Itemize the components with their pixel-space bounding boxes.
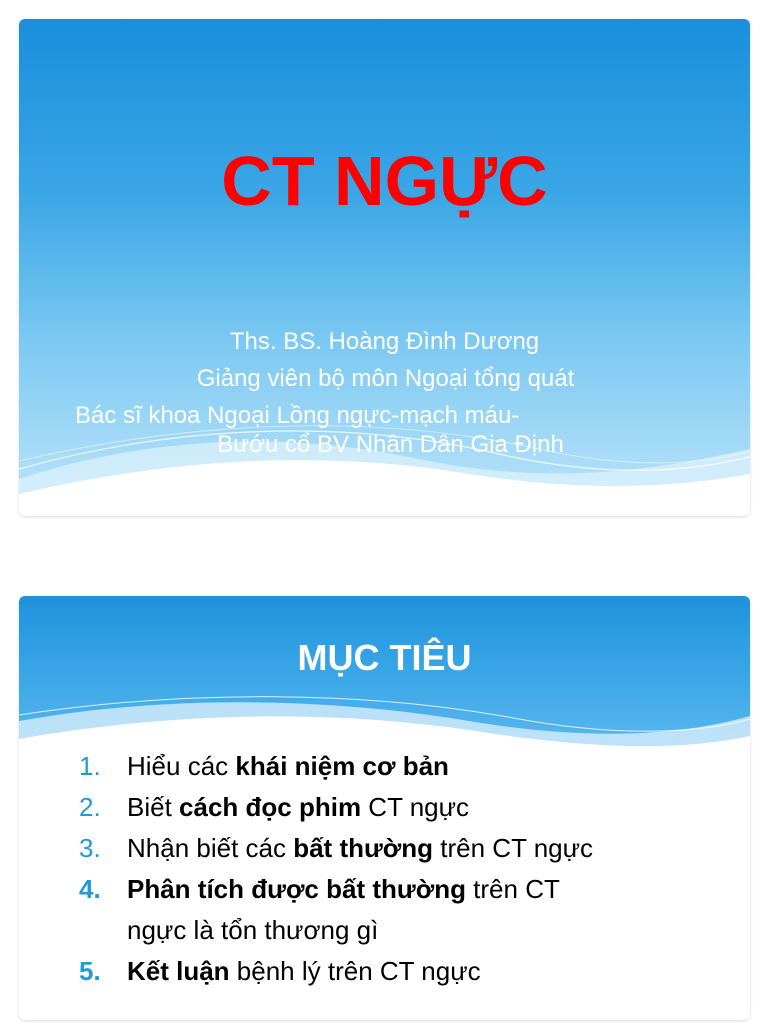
- slide-title: MỤC TIÊU: [297, 637, 472, 678]
- author-role: Giảng viên bộ môn Ngoại tổng quát: [196, 365, 575, 392]
- list-item: 1. Hiểu các khái niệm cơ bản: [79, 746, 593, 787]
- item-number: 1.: [79, 751, 101, 781]
- slide-title: CT NGỰC: [221, 142, 548, 220]
- author-hospital: Bướu cổ BV Nhân Dân Gia Định: [217, 431, 564, 458]
- objectives-slide: [19, 596, 750, 1020]
- author-department: Bác sĩ khoa Ngoại Lồng ngực-mạch máu-: [75, 402, 520, 429]
- author-info: [19, 323, 750, 463]
- list-item: 2. Biết cách đọc phim CT ngực: [79, 787, 593, 828]
- item-number: 4.: [79, 874, 101, 904]
- list-item: 5. Kết luận bệnh lý trên CT ngực: [79, 951, 593, 992]
- author-name: Ths. BS. Hoàng Đình Dương: [229, 328, 540, 355]
- title-slide: [19, 19, 750, 516]
- list-item: 4. Phân tích được bất thường trên CT ngực là tổn thương gì: [79, 869, 593, 951]
- item-number: 3.: [79, 833, 101, 863]
- list-item: 3. Nhận biết các bất thường trên CT ngực: [79, 828, 593, 869]
- item-number: 5.: [79, 956, 101, 986]
- item-number: 2.: [79, 792, 101, 822]
- objectives-list: [79, 746, 593, 992]
- item-continuation: ngực là tổn thương gì: [127, 915, 379, 945]
